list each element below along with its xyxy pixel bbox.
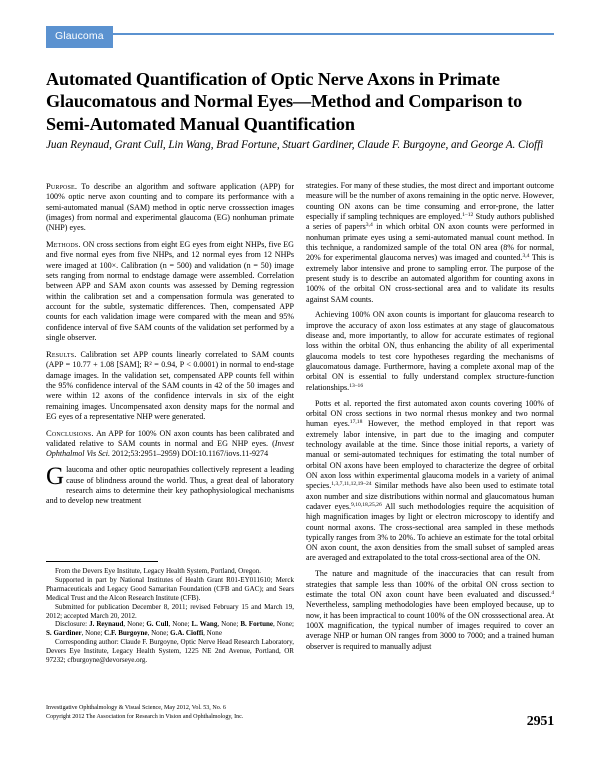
page-title: Automated Quantification of Optic Nerve Axons in Primate Glaucomatous and Normal Eyes—Method and Comparison to Semi-Automated Manual Quantification xyxy=(46,69,523,134)
intro-paragraph: Glaucoma and other optic neuropathies collectively represent a leading cause of blindness around the world. Thus, a great deal of laboratory research aims to determine their key pathophysiological mechanisms and to develop new treatment xyxy=(46,463,294,506)
citation-ref-1-12: 1–12 xyxy=(462,211,474,218)
copyright-line: Copyright 2012 The Association for Research in Vision and Ophthalmology, Inc. xyxy=(46,713,244,720)
conclusions-label: Conclusions. xyxy=(46,427,94,438)
citation-ref-3-4-first: 3,4 xyxy=(365,222,373,229)
journal-info xyxy=(46,704,376,721)
citation-ref-17-18: 17,18 xyxy=(349,419,363,426)
author-list: Juan Reynaud, Grant Cull, Lin Wang, Brad Fortune, Stuart Gardiner, Claude F. Burgoyne, and George A. Cioffi xyxy=(46,139,544,151)
abstract-conclusions xyxy=(46,428,294,460)
abstract-methods xyxy=(46,239,294,343)
paragraph-1-part-a: strategies. For many of these studies, the most direct and important outcome measure will be the number of axons remaining in the optic nerve. However, counting ON axons can be time consuming and error-prone, the latter especially if sampling techniques are employed. xyxy=(306,181,554,221)
paragraph-3-part-c: Similar methods have also been used to estimate total axon number and size distributions within normal and glaucomatous human cadaver eyes. xyxy=(306,481,554,511)
disclosure-value-2: , None; xyxy=(168,620,192,629)
methods-text: ON cross sections from eight EG eyes from eight NHPs, five EG and five normal eyes from five NHPs, and 12 normal eyes from 12 NHPs were imaged at 100×. Calibration (n = 500) and validation (n = 50) image sets ranging from normal to endstage damage were assembled. Correlation between APP and SAM axon counts was assessed by Deming regression within the calibration set and a compensation formula was generated to account for the subtle, systematic differences. Then, compensated APP counts for each validation image were compared with the mean and 95% confidence interval of five SAM counts of the validation set performed by a single observer. xyxy=(46,240,294,343)
disclosure-author-6: C.F. Burgoyne xyxy=(104,629,148,638)
disclosure-value-1: , None; xyxy=(123,620,147,629)
paragraph-4-part-a: The nature and magnitude of the inaccuracies that can result from strategies that sample less than 100% of the orbital ON cross section to estimate the total ON axon count have been evaluated and discussed. xyxy=(306,569,554,599)
disclosure-author-2: G. Cull xyxy=(146,620,169,629)
page-number: 2951 xyxy=(526,714,554,729)
footnote-corresponding-author: Corresponding author: Claude F. Burgoyne, Optic Nerve Head Research Laboratory, Devers Eye Institute, Legacy Health System, 1225 NE 2nd Avenue, Portland, OR 97232; cfburgoyne@devorseye.org. xyxy=(46,638,294,665)
paragraph-4-part-b: Nevertheless, sampling methodologies have been employed because, up to now, it has been impractical to count 100% of the ON crosssectional area. At 100X magnification, the typical number of images required to cover an average NHP or human ON ranges from 3000 to 7000; and a trained human observer is required to manually adjust xyxy=(306,600,554,651)
right-column xyxy=(306,181,554,652)
paragraph-1-part-c: in which orbital ON axon counts were performed in nonhuman primate eyes using a semi-automated manual count method. In this technique, a randomized sample of the total ON area (8% for normal, 20% for experimental glaucoma nerves) was imaged and counted. xyxy=(306,222,554,263)
paragraph-3-part-d: All such methodologies require the acquisition of high magnification images by light or electron microscopy to identify and count normal axons. The cross-sectional area sampled in these methods typically ranges from 3% to 20%. To achieve an estimate for the total orbital ON axon count, the axon densities from the small subset of sampled areas are averaged and extrapolated to the total cross-sectional area of the ON. xyxy=(306,501,555,563)
disclosure-value-5: , None; xyxy=(81,629,105,638)
abstract-purpose xyxy=(46,181,294,234)
footnote-support: Supported in part by National Institutes of Health Grant R01-EY011610; Merck Pharmaceuticals and Legacy Good Samaritan Foundation (CFB and GAC); and Sears Medical Trust and the Alcon Research Institute (CFB). xyxy=(46,575,294,602)
purpose-label: Purpose. xyxy=(46,181,78,191)
citation-ref-3-4-second: 3,4 xyxy=(522,253,530,260)
body-paragraph-4 xyxy=(306,569,554,652)
disclosure-value-3: , None; xyxy=(217,620,241,629)
disclosure-value-6: , None; xyxy=(147,629,171,638)
paragraph-3-part-a: Potts et al. reported the first automated axon counts covering 100% of orbital ON cross sections in two normal rhesus monkey and two normal human eyes. xyxy=(306,398,554,429)
journal-citation-line: Investigative Ophthalmology & Visual Science, May 2012, Vol. 53, No. 6 xyxy=(46,705,226,711)
left-column xyxy=(46,181,294,512)
body-paragraph-3 xyxy=(306,399,554,564)
disclosure-author-3: L. Wang xyxy=(191,620,218,629)
footnote-divider xyxy=(46,561,158,562)
conclusions-text: An APP for 100% ON axon counts has been calibrated and validated relative to SAM counts in normal and EG NHP eyes. ( xyxy=(46,428,294,449)
citation-ref-animal-models: 1,3,7,11,12,19–24 xyxy=(331,481,372,488)
citation-ref-cadaver: 9,10,18,25,26 xyxy=(351,501,382,508)
disclosure-label: Disclosure: xyxy=(55,620,90,629)
results-text: Calibration set APP counts linearly correlated to SAM counts (APP = 10.77 + 1.08 [SAM]; R² = 0.94, P < 0.0001) in normal to end-stage damage images. In the validation set, compensated APP counts fell within the 95% confidence interval of the SAM counts in 42 of the 50 images and were within 12 axons of the confidence intervals in six of the eight remaining images. Uncompensated axon density maps for the normal and EG eyes of a representative NHP were generated. xyxy=(46,349,294,421)
header-accent-rule xyxy=(46,33,554,35)
footnote-disclosure xyxy=(46,620,294,638)
citation-ref-13-16: 13–16 xyxy=(349,382,364,389)
footnote-submitted: Submitted for publication December 8, 2011; revised February 15 and March 19, 2012; accepted March 20, 2012. xyxy=(46,602,294,620)
disclosure-value-4: , None; xyxy=(273,620,295,629)
citation-detail: 2012;53:2951–2959) DOI:10.1167/iovs.11-9274 xyxy=(110,449,269,459)
disclosure-author-5: S. Gardiner xyxy=(46,629,82,638)
paragraph-2-text: Achieving 100% ON axon counts is important for glaucoma research to improve the accuracy of axon loss estimates at any stage of glaucomatous disease and, more importantly, to allow for accurate estimates of regional loss within the orbital ON, thus enhancing the ability of all experimental glaucoma models to test core hypotheses regarding the mechanisms of glaucomatous damage. Furthermore, having a complete axonal map of the orbital ON is essential to fully understand complex structure-function relationships. xyxy=(306,310,554,392)
paragraph-1-part-b: Study authors published a series of papers xyxy=(306,211,554,232)
disclosure-value-7: , None xyxy=(203,629,222,638)
disclosure-author-7: G.A. Cioffi xyxy=(170,629,204,638)
results-label: Results. xyxy=(46,348,77,359)
purpose-text: To describe an algorithm and software application (APP) for 100% optic nerve axon counting and to compare its performance with a semi-automated manual (SAM) method in optic nerve crosssection images (images) from normal and experimental glaucoma (EG) nonhuman primate (NHP) eyes. xyxy=(46,182,294,233)
citation-journal: Invest Ophthalmol Vis Sci. xyxy=(46,439,294,459)
footnote-block xyxy=(46,567,294,665)
abstract-results xyxy=(46,349,294,422)
footnote-affiliation: From the Devers Eye Institute, Legacy Health System, Portland, Oregon. xyxy=(55,567,262,575)
disclosure-author-1: J. Reynaud xyxy=(89,620,124,629)
citation-ref-4: 4 xyxy=(551,589,554,596)
disclosure-author-4: B. Fortune xyxy=(240,620,274,629)
methods-label: Methods. xyxy=(46,239,81,250)
section-badge: Glaucoma xyxy=(46,26,113,48)
body-paragraph-2 xyxy=(306,310,554,393)
paragraph-3-part-b: However, the method employed in that report was extremely labor intensive, in part due to the imaging and computer technology available at the time. Since those initial reports, a variety of manual or semi-automated techniques for estimating the total number of orbital ON axons have been employed to characterize the degree of orbital ON axon loss within experimental glaucoma models in a variety of animal species. xyxy=(306,419,554,491)
body-paragraph-1 xyxy=(306,181,554,305)
paragraph-1-part-d: This is extremely labor intensive and prone to sampling error. The purpose of the present study is to describe an automated algorithm for counting axons in 100% of the orbital ON cross-sectional area and to validate its results against SAM counts. xyxy=(306,253,554,304)
